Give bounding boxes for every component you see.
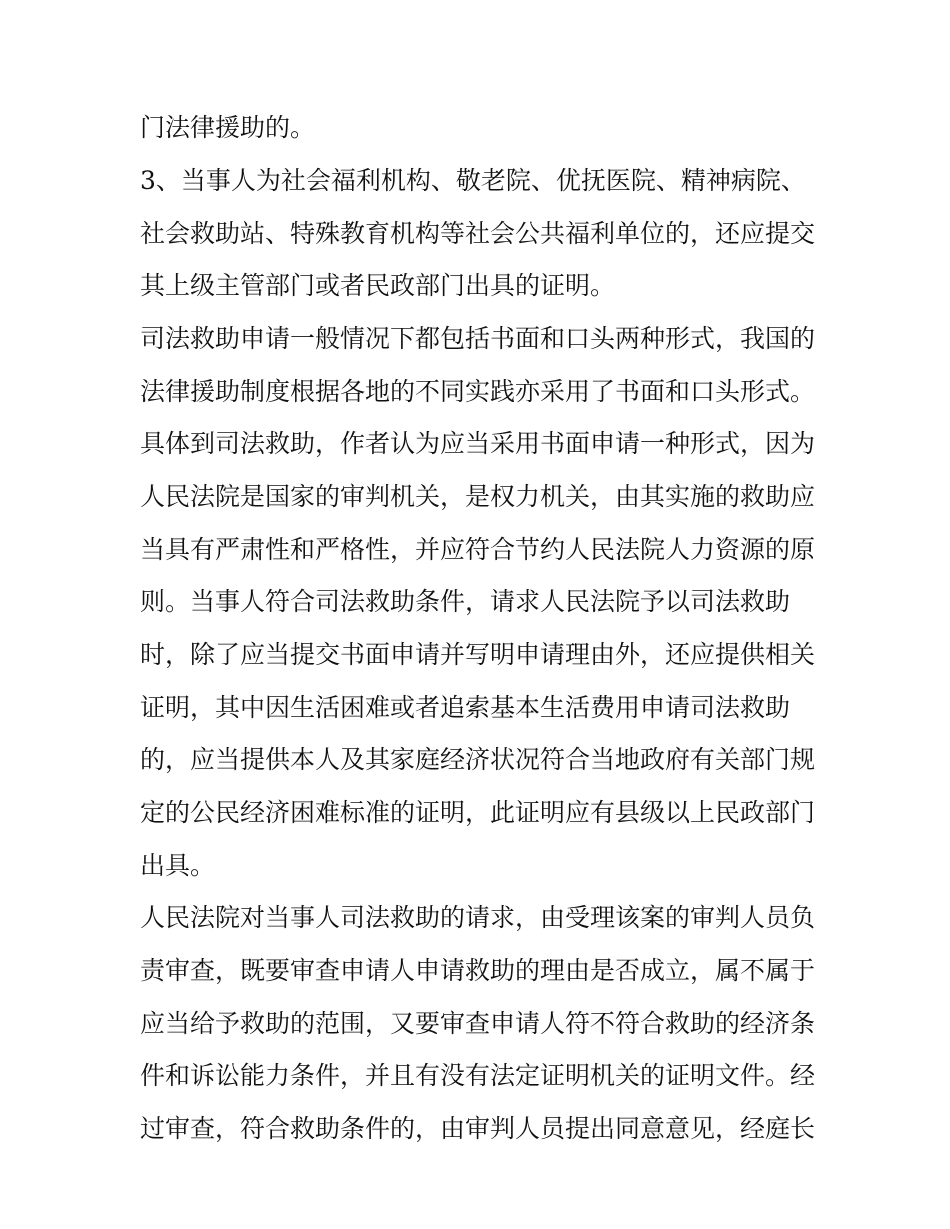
text-line: 证明，其中因生活困难或者追索基本生活费用申请司法救助 — [140, 693, 791, 722]
text-line: 时，除了应当提交书面申请并写明申请理由外，还应提供相关 — [140, 640, 816, 669]
text-line: 定的公民经济困难标准的证明，此证明应有县级以上民政部门 — [140, 798, 816, 827]
text-line: 人民法院是国家的审判机关，是权力机关，由其实施的救助应 — [140, 482, 816, 511]
text-line: 则。当事人符合司法救助条件，请求人民法院予以司法救助 — [140, 587, 791, 616]
text-line: 人民法院对当事人司法救助的请求，由受理该案的审判人员负 — [140, 903, 816, 932]
text-line: 责审查，既要审查申请人申请救助的理由是否成立，属不属于 — [140, 956, 816, 985]
text-line: 应当给予救助的范围，又要审查申请人符不符合救助的经济条 — [140, 1009, 816, 1038]
text-line: 出具。 — [140, 851, 216, 880]
text-line: 其上级主管部门或者民政部门出具的证明。 — [140, 271, 616, 300]
text-line: 门法律援助的。 — [140, 113, 316, 142]
text-line: 司法救助申请一般情况下都包括书面和口头两种形式，我国的 — [140, 324, 816, 353]
text-line: 法律援助制度根据各地的不同实践亦采用了书面和口头形式。 — [140, 377, 816, 406]
text-line: 社会救助站、特殊教育机构等社会公共福利单位的，还应提交 — [140, 219, 816, 248]
text-line: 具体到司法救助，作者认为应当采用书面申请一种形式，因为 — [140, 429, 816, 458]
text-line: 过审查，符合救助条件的，由审判人员提出同意意见，经庭长 — [140, 1114, 816, 1143]
text-line: 件和诉讼能力条件，并且有没有法定证明机关的证明文件。经 — [140, 1061, 816, 1090]
text-line: 当具有严肃性和严格性，并应符合节约人民法院人力资源的原 — [140, 535, 816, 564]
text-line: 3、当事人为社会福利机构、敬老院、优抚医院、精神病院、 — [140, 166, 806, 195]
text-line: 的，应当提供本人及其家庭经济状况符合当地政府有关部门规 — [140, 745, 816, 774]
